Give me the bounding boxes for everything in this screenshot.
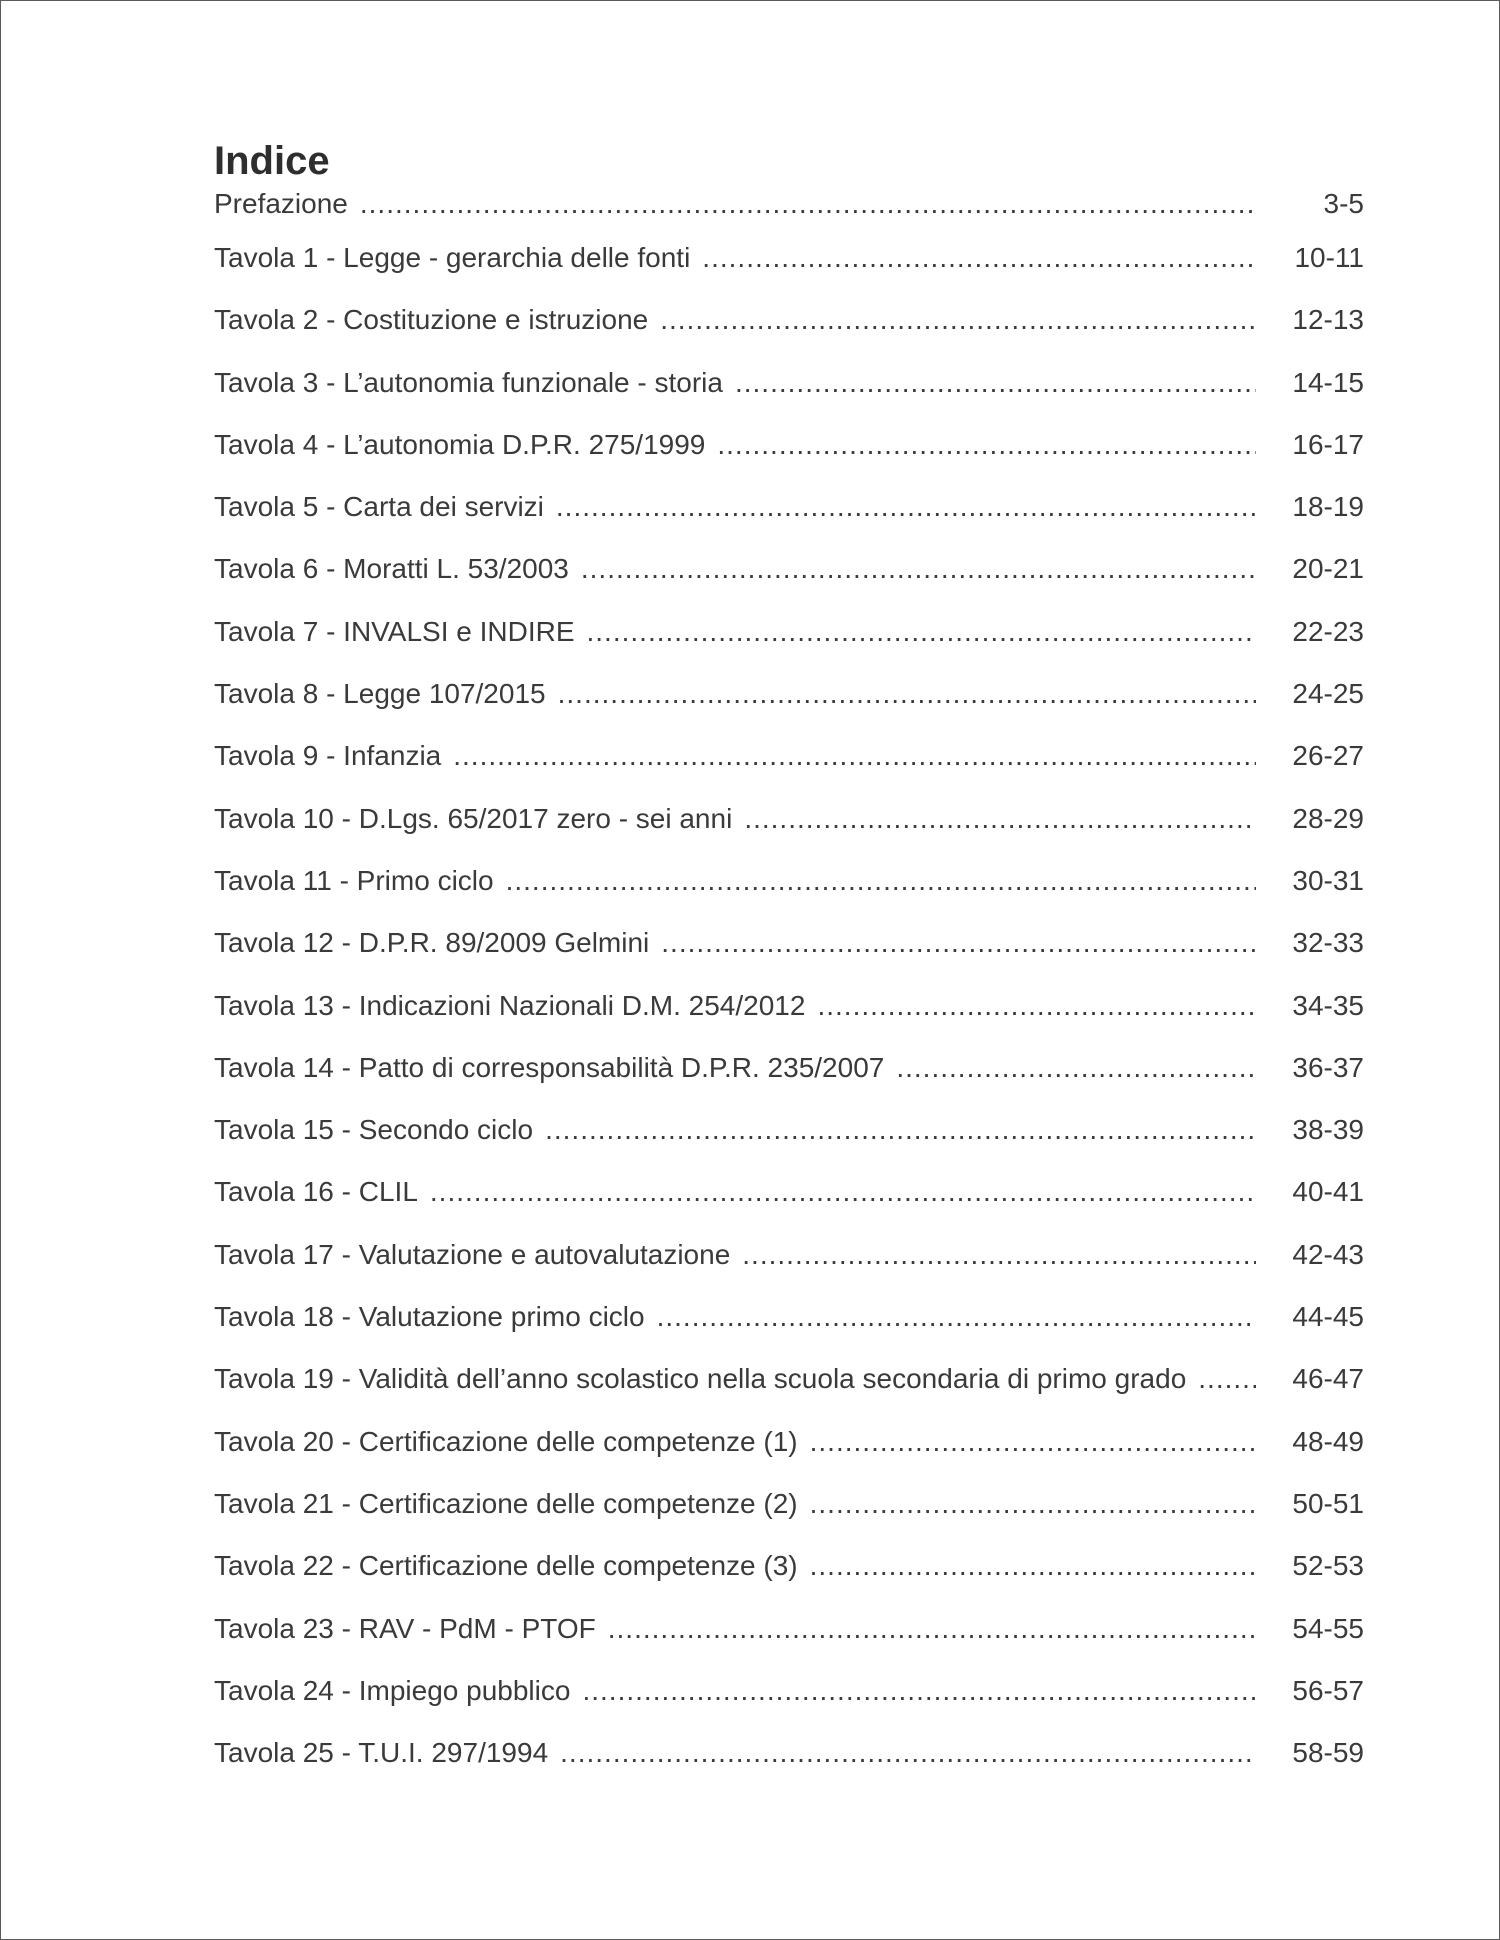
dot-leader [657, 1301, 1256, 1333]
toc-entry-label: Tavola 22 - Certificazione delle competenze (3) [214, 1550, 798, 1582]
toc-entry [214, 1363, 1364, 1425]
toc-entry [214, 553, 1364, 615]
toc-entry-label: Tavola 10 - D.Lgs. 65/2017 zero - sei anni [214, 802, 733, 834]
dot-leader [742, 1239, 1256, 1271]
toc-entry [214, 865, 1364, 927]
dot-leader [560, 1737, 1256, 1769]
dot-leader [810, 1550, 1256, 1582]
toc-entry-label: Tavola 17 - Valutazione e autovalutazione [214, 1238, 731, 1270]
toc-entry [214, 304, 1364, 366]
toc-entry-page-range: 20-21 [1292, 553, 1364, 585]
toc-entry-page-range: 56-57 [1292, 1674, 1364, 1706]
toc-entry-page-range: 12-13 [1292, 304, 1364, 336]
toc-entry-page-range: 34-35 [1292, 989, 1364, 1021]
dot-leader [896, 1052, 1256, 1084]
toc-entry [214, 1737, 1364, 1799]
toc-entry-label: Tavola 5 - Carta dei servizi [214, 491, 544, 523]
toc-entry-page-range: 50-51 [1292, 1487, 1364, 1519]
toc-entry [214, 990, 1364, 1052]
toc-entry [214, 491, 1364, 553]
toc-entry-page-range: 40-41 [1292, 1176, 1364, 1208]
toc-entry-label: Tavola 6 - Moratti L. 53/2003 [214, 553, 569, 585]
toc-entry [214, 429, 1364, 491]
toc-entry-label: Tavola 2 - Costituzione e istruzione [214, 304, 649, 336]
toc-entry-label: Tavola 25 - T.U.I. 297/1994 [214, 1737, 549, 1769]
toc-entry-page-range: 58-59 [1292, 1737, 1364, 1769]
toc-entry-page-range: 14-15 [1292, 366, 1364, 398]
dot-leader [660, 304, 1256, 336]
toc-entry [214, 188, 1364, 242]
toc-entry-page-range: 18-19 [1292, 491, 1364, 523]
dot-leader [717, 429, 1256, 461]
page-title: Indice [214, 139, 330, 183]
toc-entry [214, 242, 1364, 304]
toc-entry-page-range: 32-33 [1292, 927, 1364, 959]
toc-entry-page-range: 46-47 [1292, 1363, 1364, 1395]
dot-leader [810, 1426, 1256, 1458]
toc-entry-label: Tavola 24 - Impiego pubblico [214, 1674, 571, 1706]
toc-entry-label: Tavola 7 - INVALSI e INDIRE [214, 615, 575, 647]
toc-entry-label: Tavola 12 - D.P.R. 89/2009 Gelmini [214, 927, 650, 959]
dot-leader [545, 1114, 1256, 1146]
toc-entry-label: Tavola 23 - RAV - PdM - PTOF [214, 1612, 596, 1644]
toc-entry [214, 1426, 1364, 1488]
dot-leader [661, 927, 1256, 959]
toc-entry-label: Tavola 8 - Legge 107/2015 [214, 678, 546, 710]
toc-entry-page-range: 48-49 [1292, 1425, 1364, 1457]
toc-entry [214, 1114, 1364, 1176]
dot-leader [453, 740, 1256, 772]
toc-entry-page-range: 22-23 [1292, 615, 1364, 647]
table-of-contents [214, 134, 1364, 1799]
dot-leader [581, 553, 1256, 585]
toc-entry-label: Tavola 20 - Certificazione delle competenze (1) [214, 1425, 798, 1457]
toc-entry-label: Tavola 19 - Validità dell’anno scolastico nella scuola secondaria di primo grado [214, 1363, 1187, 1395]
dot-leader [360, 188, 1256, 220]
toc-entry-label: Tavola 9 - Infanzia [214, 740, 442, 772]
dot-leader [582, 1675, 1256, 1707]
toc-entry [214, 1176, 1364, 1238]
dot-leader [506, 865, 1256, 897]
toc-entry [214, 1488, 1364, 1550]
dot-leader [587, 616, 1257, 648]
toc-entry [214, 740, 1364, 802]
toc-entry [214, 1550, 1364, 1612]
toc-entry-label: Prefazione [214, 188, 348, 219]
toc-entry-page-range: 54-55 [1292, 1612, 1364, 1644]
dot-leader [702, 242, 1256, 274]
toc-entry-page-range: 42-43 [1292, 1238, 1364, 1270]
toc-list [214, 188, 1364, 1799]
toc-entry-label: Tavola 18 - Valutazione primo ciclo [214, 1301, 645, 1333]
toc-entry-label: Tavola 1 - Legge - gerarchia delle fonti [214, 242, 691, 273]
toc-entry-label: Tavola 3 - L’autonomia funzionale - storia [214, 366, 723, 398]
toc-entry [214, 803, 1364, 865]
toc-entry-page-range: 16-17 [1292, 428, 1364, 460]
dot-leader [735, 367, 1256, 399]
toc-entry-page-range: 52-53 [1292, 1550, 1364, 1582]
toc-entry [214, 927, 1364, 989]
dot-leader [608, 1613, 1256, 1645]
toc-entry-page-range: 3-5 [1323, 188, 1364, 219]
toc-entry-label: Tavola 16 - CLIL [214, 1176, 418, 1208]
toc-entry-label: Tavola 21 - Certificazione delle competenze (2) [214, 1487, 798, 1519]
toc-entry-page-range: 44-45 [1292, 1301, 1364, 1333]
toc-entry-label: Tavola 15 - Secondo ciclo [214, 1114, 534, 1146]
toc-entry-page-range: 28-29 [1292, 802, 1364, 834]
dot-leader [744, 803, 1256, 835]
dot-leader [817, 990, 1256, 1022]
dot-leader [810, 1488, 1256, 1520]
dot-leader [558, 678, 1256, 710]
dot-leader [430, 1176, 1256, 1208]
dot-leader [556, 491, 1256, 523]
toc-entry-label: Tavola 4 - L’autonomia D.P.R. 275/1999 [214, 428, 706, 460]
toc-entry-page-range: 30-31 [1292, 864, 1364, 896]
toc-entry [214, 1675, 1364, 1737]
toc-entry-page-range: 10-11 [1294, 242, 1364, 273]
toc-entry-page-range: 26-27 [1292, 740, 1364, 772]
toc-entry-page-range: 38-39 [1292, 1114, 1364, 1146]
toc-entry-label: Tavola 11 - Primo ciclo [214, 864, 494, 896]
toc-entry-label: Tavola 13 - Indicazioni Nazionali D.M. 254/2012 [214, 989, 806, 1021]
toc-entry [214, 1052, 1364, 1114]
toc-entry [214, 616, 1364, 678]
toc-entry [214, 367, 1364, 429]
toc-entry [214, 1301, 1364, 1363]
toc-entry-page-range: 36-37 [1292, 1051, 1364, 1083]
toc-entry [214, 1239, 1364, 1301]
toc-entry-label: Tavola 14 - Patto di corresponsabilità D.P.R. 235/2007 [214, 1051, 885, 1083]
toc-entry [214, 678, 1364, 740]
dot-leader [1198, 1363, 1256, 1395]
toc-entry [214, 1613, 1364, 1675]
toc-entry-page-range: 24-25 [1292, 678, 1364, 710]
